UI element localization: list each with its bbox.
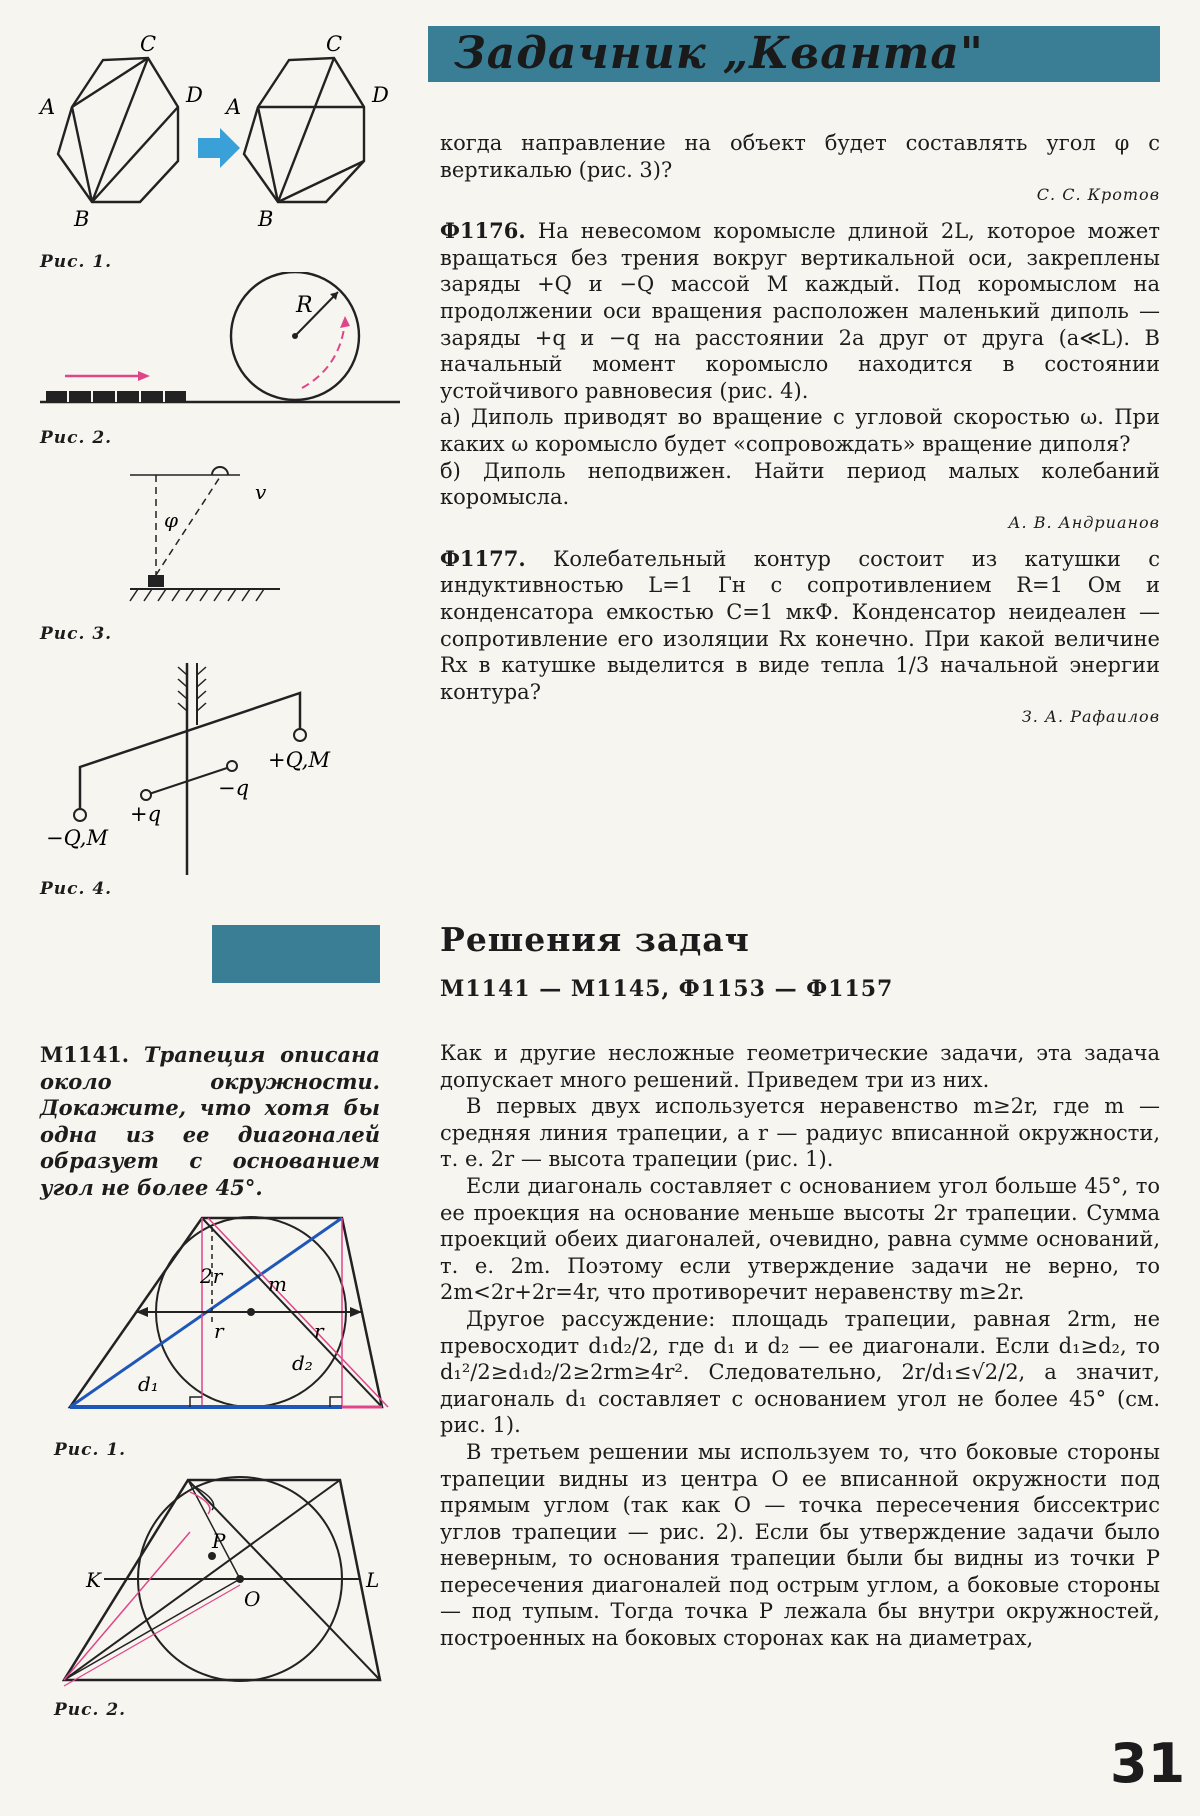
fig1-label-d: D bbox=[186, 83, 203, 107]
m1141-text: Трапеция описана около окружности. Докажите, что хотя бы одна из ее диагоналей образует с основанием угол не более 45°. bbox=[40, 1042, 381, 1200]
sfig1-label-d2: d₂ bbox=[292, 1351, 313, 1375]
sfig1-label-m: m bbox=[268, 1272, 287, 1296]
solution-paragraph-5: В третьем решении мы используем то, что боковые стороны трапеции видны из центра O ее вписанной окружности под прямым углом (так как O — точка пересечения биссектрис углов трапеции — рис. 2). Если бы утверждение задачи было неверным, то основания трапеции были бы видны из точки P пересечения диагоналей под острым углом, а боковые стороны — под тупым. Тогда точка P лежала бы внутри окружностей, построенных на боковых сторонах как на диаметрах, bbox=[440, 1439, 1160, 1651]
header-banner bbox=[428, 26, 1160, 82]
section-title: Решения задач bbox=[440, 920, 750, 959]
fig1-caption: Рис. 1. bbox=[40, 252, 113, 272]
fig1-label-b2: B bbox=[258, 207, 274, 231]
f1176-part-b: б) Диполь неподвижен. Найти период малых колебаний коромысла. bbox=[440, 458, 1160, 510]
section-subtitle: М1141 — М1145, Ф1153 — Ф1157 bbox=[440, 976, 894, 1002]
intro-text: когда направление на объект будет составлять угол φ с вертикалью (рис. 3)? bbox=[440, 131, 1160, 182]
solution-paragraph-4: Другое рассуждение: площадь трапеции, равная 2rm, не превосходит d₁d₂/2, где d₁ и d₂ — ее диагонали. Если d₁≥d₂, то d₁²/2≥d₁d₂/2≥2rm≥4r². Следовательно, 2r/d₁≤√2/2, а значит, диагональ d₁ составляет с основанием угол не более 45° (см. рис. 1). bbox=[440, 1306, 1160, 1438]
f1176-part-a: а) Диполь приводят во вращение с угловой скоростью ω. При каких ω коромысло будет «сопровождать» вращение диполя? bbox=[440, 405, 1160, 456]
fig2-caption: Рис. 2. bbox=[40, 428, 113, 448]
f1177-body: Колебательный контур состоит из катушки с индуктивностью L=1 Гн с сопротивлением R=1 Ом и конденсатора емкостью C=1 мкФ. Конденсатор неидеален — сопротивление его изоляции Rx конечно. При какой величине Rx в катушке выделится в виде тепла 1/3 начальной энергии контура? bbox=[440, 546, 1160, 704]
fig2-label-r: R bbox=[296, 293, 313, 318]
solution-figure-1 bbox=[40, 1205, 390, 1445]
sfig2-label-o: O bbox=[244, 1587, 261, 1611]
problem-f1177 bbox=[440, 546, 1160, 706]
figure-2-loop bbox=[40, 272, 410, 422]
f1176-author: А. В. Андрианов bbox=[1008, 512, 1160, 532]
fig1-label-c: C bbox=[140, 32, 157, 56]
fig3-label-v: v bbox=[255, 480, 267, 504]
problems-column bbox=[440, 130, 1160, 736]
solution-fig1-caption: Рис. 1. bbox=[54, 1440, 127, 1460]
fig1-label-a: A bbox=[40, 95, 56, 119]
sfig2-label-l: L bbox=[366, 1568, 380, 1592]
solution-figure-2 bbox=[40, 1470, 400, 1700]
solution-paragraph-2: В первых двух используется неравенство m≥2r, где m — средняя линия трапеции, а r — радиус вписанной окружности, т. е. 2r — высота трапеции (рис. 1). bbox=[440, 1094, 1160, 1172]
fig1-label-a2: A bbox=[226, 95, 242, 119]
sfig2-label-k: K bbox=[86, 1568, 101, 1592]
f1176-number: Ф1176. bbox=[440, 218, 526, 244]
fig4-label-minus-q: −q bbox=[218, 776, 250, 800]
page-number: 31 bbox=[1110, 1732, 1186, 1795]
sfig1-label-2r: 2r bbox=[200, 1264, 223, 1288]
sfig2-label-p: P bbox=[212, 1529, 226, 1553]
sfig1-label-r1: r bbox=[214, 1319, 224, 1343]
figure-1-polygons bbox=[30, 30, 410, 245]
solution-fig2-caption: Рис. 2. bbox=[54, 1700, 127, 1720]
figure-4-rocker bbox=[40, 655, 410, 885]
m1141-statement bbox=[40, 1042, 380, 1202]
fig3-label-phi: φ bbox=[164, 508, 179, 532]
banner-title: Задачник „Кванта" bbox=[454, 28, 984, 79]
fig4-label-plus-q-m: +Q,M bbox=[268, 748, 330, 772]
fig4-caption: Рис. 4. bbox=[40, 879, 113, 899]
fig1-label-b: B bbox=[74, 207, 90, 231]
fig1-label-c2: C bbox=[326, 32, 343, 56]
fig4-label-minus-q-m: −Q,M bbox=[46, 826, 108, 850]
sfig1-label-r2: r bbox=[314, 1319, 324, 1343]
solutions-column bbox=[440, 1040, 1160, 1652]
fig1-label-d2: D bbox=[372, 83, 389, 107]
f1177-author: З. А. Рафаилов bbox=[1021, 707, 1160, 727]
sfig1-label-d1: d₁ bbox=[138, 1372, 159, 1396]
fig3-caption: Рис. 3. bbox=[40, 624, 113, 644]
intro-author: С. С. Кротов bbox=[1036, 185, 1160, 205]
m1141-number: М1141. bbox=[40, 1042, 130, 1067]
figure-3-observer bbox=[120, 455, 400, 615]
fig4-label-plus-q: +q bbox=[130, 802, 162, 826]
solution-paragraph-3: Если диагональ составляет с основанием угол больше 45°, то ее проекция на основание меньше высоты 2r трапеции. Сумма проекций обеих диагоналей, очевидно, равна сумме оснований, т. е. 2m. Поэтому если утверждение задачи не верно, то 2m<2r+2r=4r, что противоречит неравенству m≥2r. bbox=[440, 1173, 1160, 1305]
problem-f1176 bbox=[440, 218, 1160, 404]
f1176-body: На невесомом коромысле длиной 2L, которое может вращаться без трения вокруг вертикальной оси, закреплены заряды +Q и −Q массой M каждый. Под коромыслом на продолжении оси вращения расположен маленький диполь — заряды +q и −q на расстоянии 2a друг от друга (a≪L). В начальный момент коромысло находится в состоянии устойчивого равновесия (рис. 4). bbox=[440, 219, 1160, 403]
section-banner bbox=[212, 925, 380, 983]
solution-paragraph-1: Как и другие несложные геометрические задачи, эта задача допускает много решений. Приведем три из них. bbox=[440, 1041, 1160, 1092]
f1177-number: Ф1177. bbox=[440, 545, 526, 571]
